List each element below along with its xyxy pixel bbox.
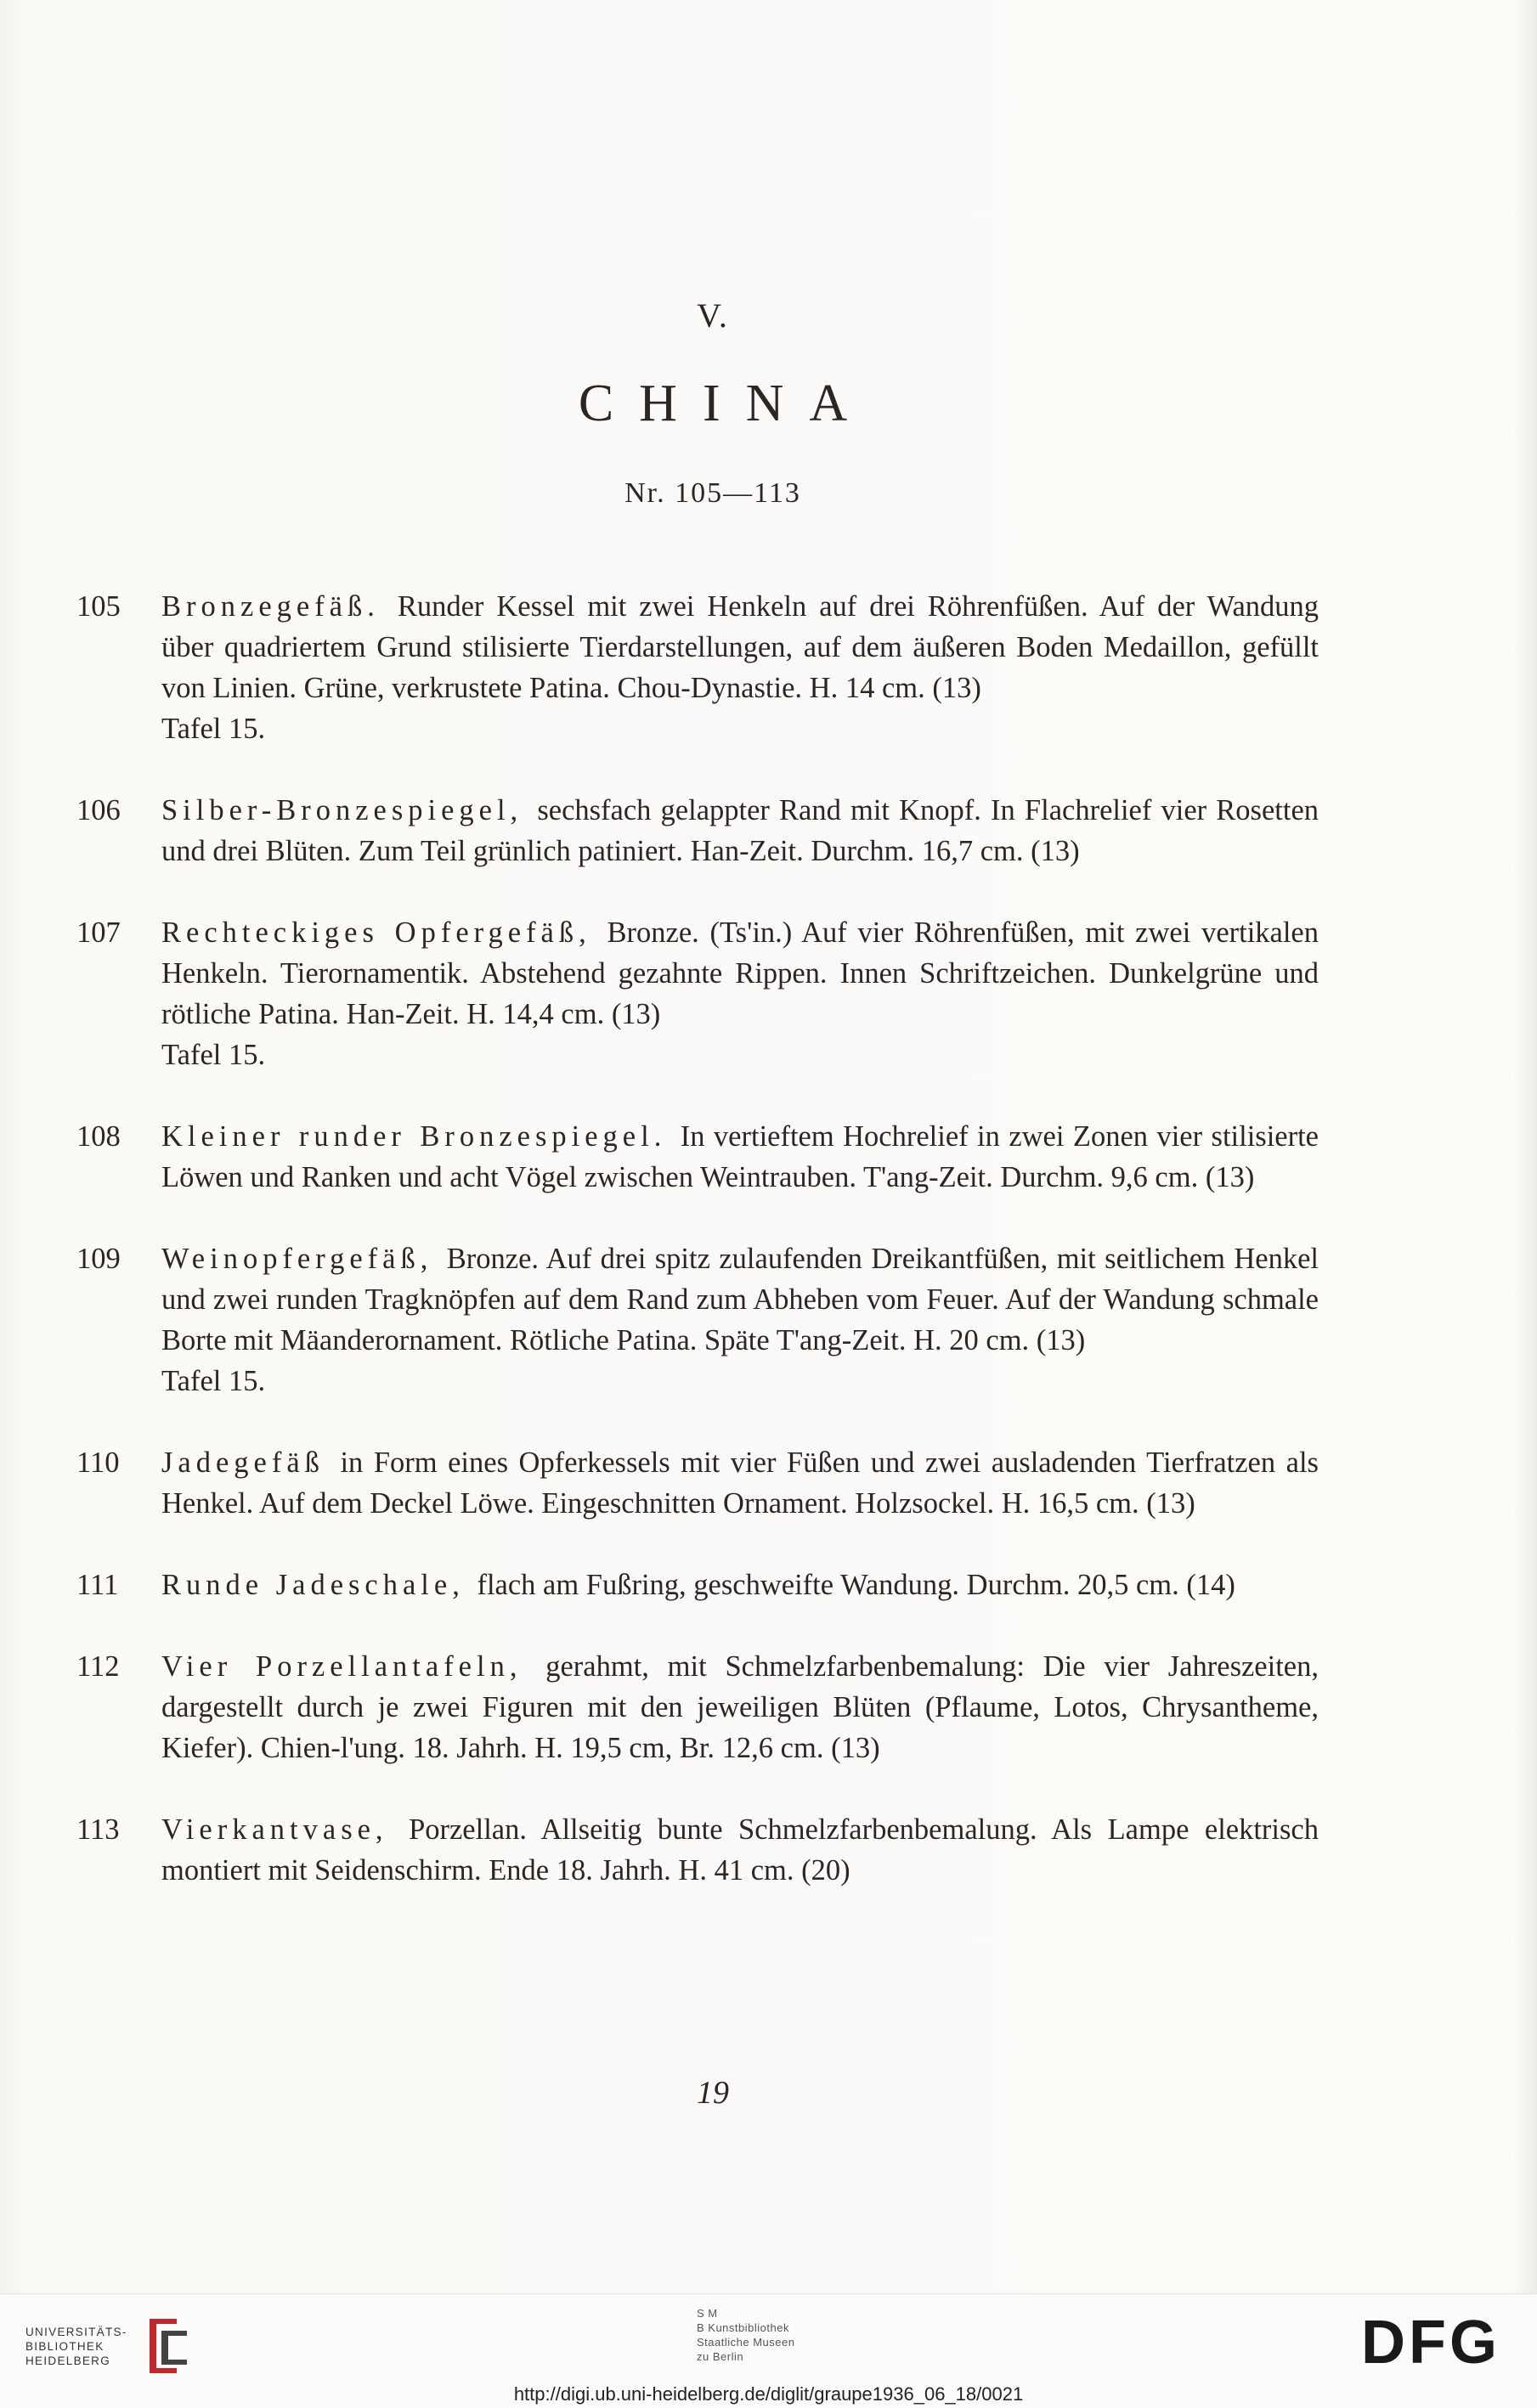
entry-description: In vertieftem Hochrelief in zwei Zonen vier stilisierte Löwen und Ranken und acht Vögel zwischen Weintrauben. T'ang-Zeit. Durchm. 9,6 cm. (13) <box>161 1120 1319 1193</box>
holding-institution-line: B Kunstbibliothek <box>697 2321 789 2334</box>
entry-number: 105 <box>76 590 121 623</box>
entry-name: Kleiner runder Bronzespiegel. <box>161 1120 681 1153</box>
entry-description: gerahmt, mit Schmelzfarbenbemalung: Die vier Jahreszeiten, dargestellt durch je zwei Figuren mit den jeweiligen Blüten (Pflaume, Lotos, Chrysantheme, Kiefer). Chien-l'ung. 18. Jahrh. H. 19,5 cm, Br. 12,6 cm. (13) <box>161 1650 1319 1764</box>
catalog-entries <box>76 586 1319 1931</box>
holding-institution-line: Staatliche Museen <box>697 2336 795 2349</box>
catalog-entry <box>76 912 1319 1075</box>
library-logo-icon <box>143 2312 194 2380</box>
page-number: 19 <box>697 2075 729 2111</box>
section-title: CHINA <box>578 375 873 432</box>
entry-number: 107 <box>76 916 121 949</box>
dfg-logo: DFG <box>1361 2309 1500 2377</box>
entry-plate: Tafel 15. <box>161 713 266 745</box>
library-name-line: UNIVERSITÄTS- <box>25 2326 127 2338</box>
show-through-text <box>85 127 1325 240</box>
entry-name: Runde Jadeschale, <box>161 1569 477 1601</box>
entry-name: Vierkantvase, <box>161 1813 410 1846</box>
catalog-entry <box>76 1809 1319 1891</box>
entry-number: 113 <box>76 1813 120 1846</box>
entry-description: Runder Kessel mit zwei Henkeln auf drei Röhrenfüßen. Auf der Wandung über quadriertem Grund stilisierte Tierdarstellungen, auf dem äußeren Boden Medaillon, gefüllt von Linien. Grüne, verkrustete Patina. Chou-Dynastie. H. 14 cm. (13) <box>161 590 1319 704</box>
entry-number: 111 <box>76 1569 119 1601</box>
entry-description: Bronze. Auf drei spitz zulaufenden Dreikantfüßen, mit seitlichem Henkel und zwei runden Tragknöpfen auf dem Rand zum Abheben vom Feuer. Auf der Wandung schmale Borte mit Mäanderornament. Rötliche Patina. Späte T'ang-Zeit. H. 20 cm. (13) <box>161 1243 1319 1356</box>
entry-plate: Tafel 15. <box>161 1365 266 1397</box>
section-number: V. <box>697 296 729 335</box>
entry-name: Rechteckiges Opfergefäß, <box>161 916 607 949</box>
catalog-entry <box>76 790 1319 871</box>
entry-name: Bronzegefäß. <box>161 590 398 623</box>
library-name-line: BIBLIOTHEK <box>25 2340 105 2353</box>
entry-description: in Form eines Opferkessels mit vier Füßen und zwei ausladenden Tierfratzen als Henkel. Auf dem Deckel Löwe. Eingeschnitten Ornament. Holzsockel. H. 16,5 cm. (13) <box>161 1446 1319 1520</box>
catalog-entry <box>76 1565 1319 1605</box>
entry-name: Jadegefäß <box>161 1446 341 1479</box>
entry-description: Porzellan. Allseitig bunte Schmelzfarbenbemalung. Als Lampe elektrisch montiert mit Seidenschirm. Ende 18. Jahrh. H. 41 cm. (20) <box>161 1813 1319 1886</box>
entry-name: Silber-Bronzespiegel, <box>161 794 538 826</box>
entry-number: 112 <box>76 1650 120 1683</box>
source-url-link[interactable]: http://digi.ub.uni-heidelberg.de/diglit/graupe1936_06_18/0021 <box>513 2383 1024 2405</box>
catalog-entry <box>76 1116 1319 1198</box>
number-range: Nr. 105—113 <box>624 477 801 509</box>
catalog-entry <box>76 1238 1319 1401</box>
entry-name: Weinopfergefäß, <box>161 1243 447 1275</box>
catalog-entry <box>76 1442 1319 1524</box>
holding-institution-line: zu Berlin <box>697 2350 744 2363</box>
entry-name: Vier Porzellantafeln, <box>161 1650 546 1683</box>
entry-number: 109 <box>76 1243 121 1275</box>
entry-plate: Tafel 15. <box>161 1039 266 1071</box>
entry-description: flach am Fußring, geschweifte Wandung. Durchm. 20,5 cm. (14) <box>477 1569 1235 1601</box>
catalog-entry <box>76 1646 1319 1768</box>
library-name-line: HEIDELBERG <box>25 2354 111 2367</box>
library-name <box>25 2325 127 2368</box>
entry-number: 108 <box>76 1120 121 1153</box>
catalog-entry <box>76 586 1319 749</box>
entry-number: 106 <box>76 794 121 826</box>
holding-institution <box>697 2306 794 2364</box>
entry-number: 110 <box>76 1446 120 1479</box>
entry-description: Bronze. (Ts'in.) Auf vier Röhrenfüßen, mit zwei vertikalen Henkeln. Tierornamentik. Abstehend gezahnte Rippen. Innen Schriftzeichen. Dunkelgrüne und rötliche Patina. Han-Zeit. H. 14,4 cm. (13) <box>161 916 1319 1030</box>
holding-institution-line: S M <box>697 2307 718 2320</box>
entry-description: sechsfach gelappter Rand mit Knopf. In Flachrelief vier Rosetten und drei Blüten. Zum Teil grünlich patiniert. Han-Zeit. Durchm. 16,7 cm. (13) <box>161 794 1319 867</box>
